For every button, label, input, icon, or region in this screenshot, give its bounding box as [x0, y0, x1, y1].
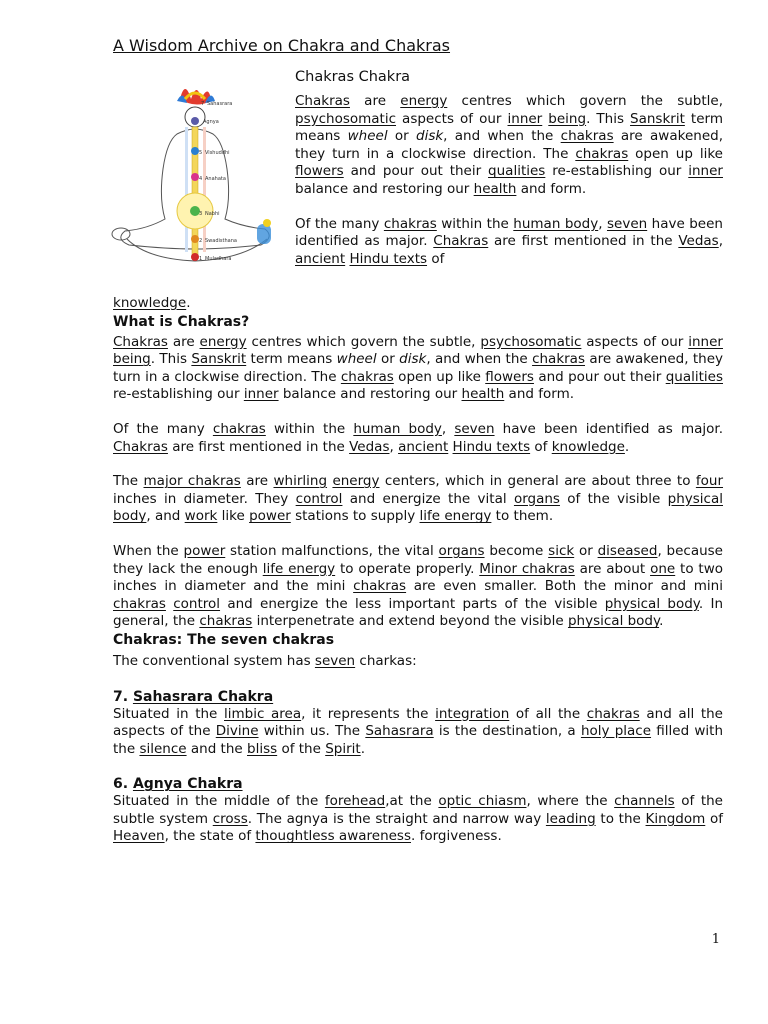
label-vishuddhi: Vishuddhi	[205, 150, 230, 156]
document-title: A Wisdom Archive on Chakra and Chakras	[113, 36, 451, 55]
label-nabhi: Nabhi	[205, 211, 220, 217]
svg-text:7: 7	[201, 101, 205, 107]
what-is-paragraph-4: When the power station malfunctions, the vital organs become sick or diseased, because they lack the enough life energy to operate properly. Minor chakras are about one to two inches in diameter and the mini chakras are even smaller. Both the minor and mini chakras control and energize the less important parts of the visible physical body. In general, the chakras interpenetrate and extend beyond the visible physical body.	[113, 542, 724, 630]
what-is-paragraph-2: Of the many chakras within the human body, seven have been identified as major. Chakras are first mentioned in the Vedas, ancient Hindu texts of knowledge.	[113, 420, 723, 455]
svg-text:3: 3	[199, 211, 203, 217]
label-agnya: Agnya	[203, 119, 219, 125]
intro-paragraph-2: Of the many chakras within the human body, seven have been identified as major. Chakras are first mentioned in the Vedas, ancient Hindu texts of	[295, 215, 724, 267]
svg-text:2: 2	[199, 238, 203, 244]
seven-intro: The conventional system has seven charkas:	[113, 652, 417, 669]
what-is-heading: What is Chakras?	[113, 313, 250, 330]
intro-heading: Chakras Chakra	[295, 69, 411, 85]
intro-section	[113, 69, 723, 297]
sahasrara-paragraph: Situated in the limbic area, it represents the integration of all the chakras and all the aspects of the Divine within us. The Sahasrara is the destination, a holy place filled with the silence and the bliss of the Spirit.	[113, 705, 724, 757]
label-anahata: Anahata	[205, 176, 226, 182]
label-sahasrara: Sahasrara	[207, 101, 233, 107]
intro-text	[295, 69, 723, 268]
label-muladhara: Muladhara	[205, 256, 232, 262]
svg-text:4: 4	[199, 176, 203, 182]
svg-text:5: 5	[199, 150, 203, 156]
intro-paragraph-1: Chakras are energy centres which govern the subtle, psychosomatic aspects of our inner being. This Sanskrit term means wheel or disk, and when the chakras are awakened, they turn in a clockwise direction. The chakras open up like flowers and pour out their qualities re-establishing our inner balance and restoring our health and form.	[295, 93, 723, 197]
label-swadisthana: Swadisthana	[205, 238, 237, 244]
seven-chakras-heading: Chakras: The seven chakras	[113, 631, 335, 648]
what-is-paragraph-3: The major chakras are whirling energy centers, which in general are about three to four inches in diameter. They control and energize the vital organs of the visible physical body, and work like power stations to supply life energy to them.	[113, 473, 724, 525]
page	[113, 36, 723, 846]
page-number: 1	[711, 932, 720, 947]
chakra-meditation-figure	[107, 79, 285, 304]
intro-paragraph-2-continued: knowledge.	[113, 295, 191, 311]
hand-chakra-icons	[257, 219, 271, 244]
agnya-heading: 6. Agnya Chakra	[113, 776, 243, 793]
svg-text:1: 1	[199, 256, 203, 262]
agnya-paragraph: Situated in the middle of the forehead,at the optic chiasm, where the channels of the subtle system cross. The agnya is the straight and narrow way leading to the Kingdom of Heaven, the state of thoughtless awareness. forgiveness.	[113, 793, 723, 845]
what-is-paragraph-1: Chakras are energy centres which govern the subtle, psychosomatic aspects of our inner being. This Sanskrit term means wheel or disk, and when the chakras are awakened, they turn in a clockwise direction. The chakras open up like flowers and pour out their qualities re-establishing our inner balance and restoring our health and form.	[113, 333, 723, 403]
sahasrara-heading: 7. Sahasrara Chakra	[113, 688, 274, 705]
